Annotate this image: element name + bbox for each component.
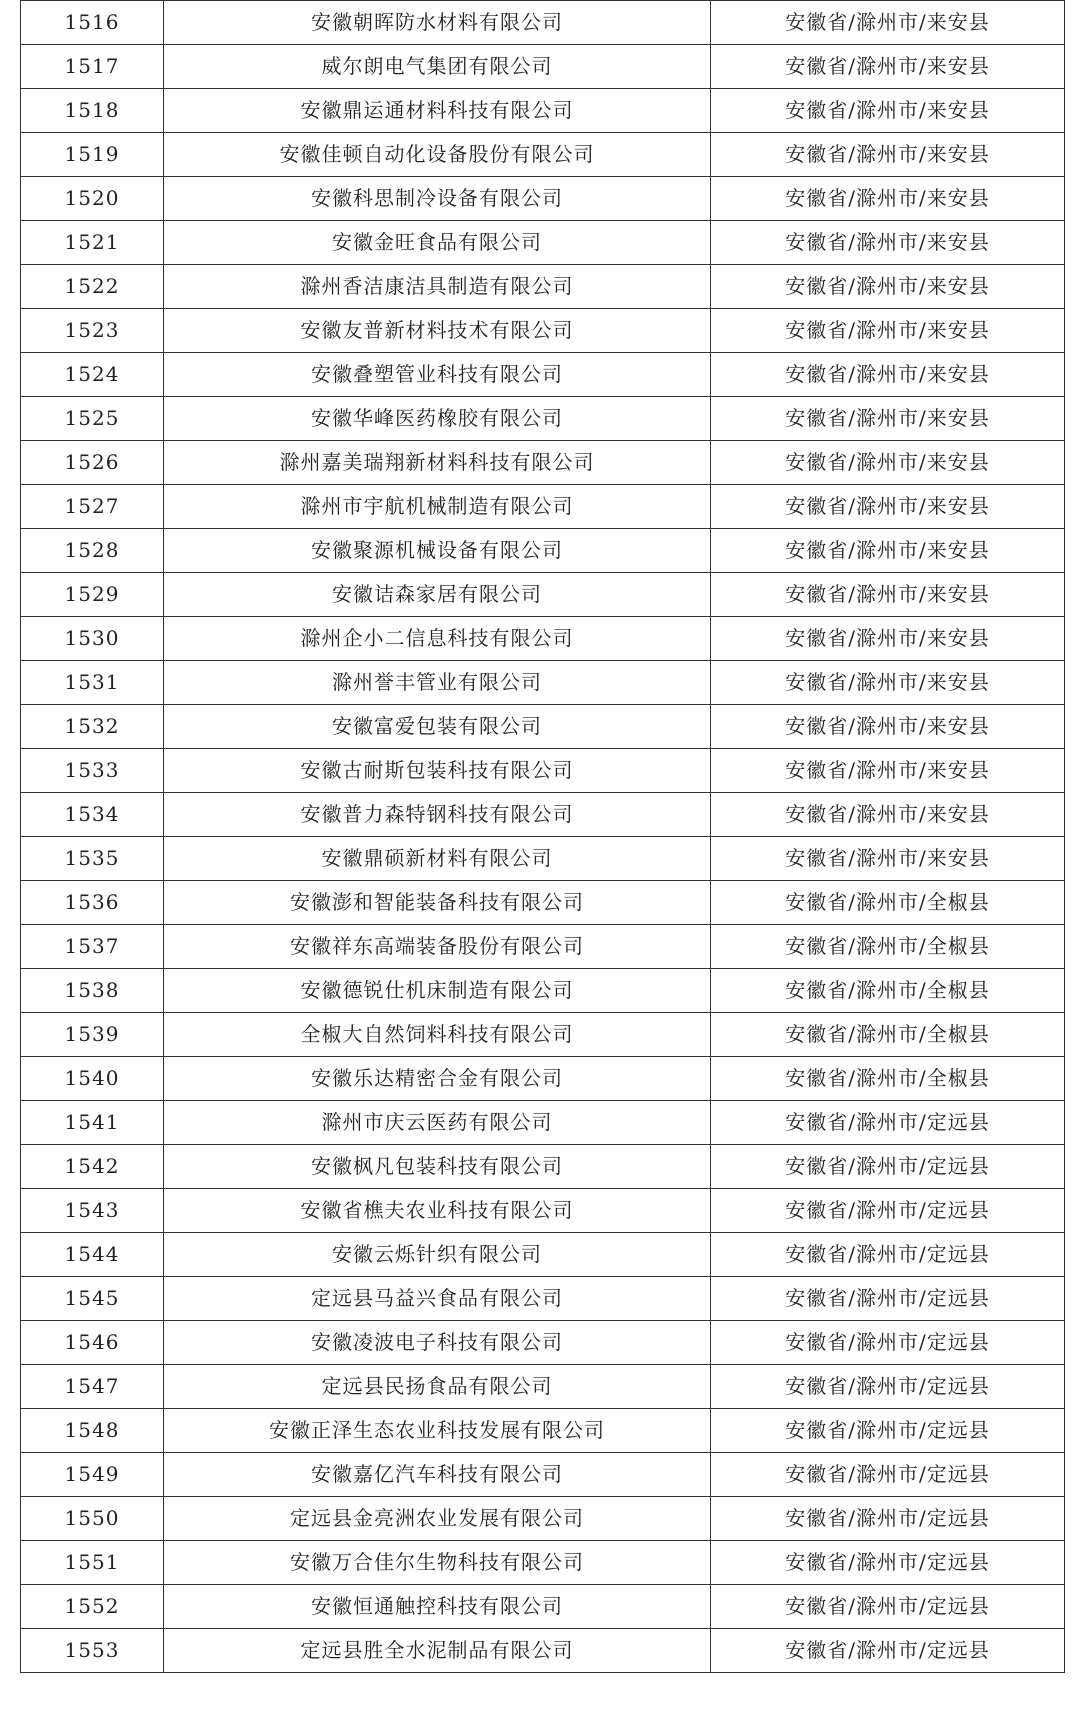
company-list-table [20, 0, 1065, 1673]
company-name-cell: 安徽祥东高端装备股份有限公司 [164, 925, 711, 969]
row-number-cell: 1524 [21, 353, 164, 397]
table-row [21, 1145, 1065, 1189]
region-cell: 安徽省/滁州市/定远县 [711, 1365, 1065, 1409]
table-row [21, 133, 1065, 177]
company-name-cell: 定远县民扬食品有限公司 [164, 1365, 711, 1409]
table-row [21, 529, 1065, 573]
row-number-cell: 1538 [21, 969, 164, 1013]
table-row [21, 837, 1065, 881]
row-number-cell: 1553 [21, 1629, 164, 1673]
region-cell: 安徽省/滁州市/来安县 [711, 309, 1065, 353]
region-cell: 安徽省/滁州市/定远县 [711, 1145, 1065, 1189]
company-name-cell: 安徽佳顿自动化设备股份有限公司 [164, 133, 711, 177]
region-cell: 安徽省/滁州市/来安县 [711, 133, 1065, 177]
table-body [21, 1, 1065, 1673]
row-number-cell: 1537 [21, 925, 164, 969]
region-cell: 安徽省/滁州市/来安县 [711, 441, 1065, 485]
table-row [21, 1365, 1065, 1409]
row-number-cell: 1551 [21, 1541, 164, 1585]
row-number-cell: 1516 [21, 1, 164, 45]
region-cell: 安徽省/滁州市/来安县 [711, 221, 1065, 265]
region-cell: 安徽省/滁州市/来安县 [711, 45, 1065, 89]
region-cell: 安徽省/滁州市/来安县 [711, 529, 1065, 573]
row-number-cell: 1542 [21, 1145, 164, 1189]
table-row [21, 1541, 1065, 1585]
table-row [21, 265, 1065, 309]
row-number-cell: 1550 [21, 1497, 164, 1541]
row-number-cell: 1536 [21, 881, 164, 925]
row-number-cell: 1523 [21, 309, 164, 353]
company-name-cell: 安徽万合佳尔生物科技有限公司 [164, 1541, 711, 1585]
table-row [21, 573, 1065, 617]
row-number-cell: 1546 [21, 1321, 164, 1365]
row-number-cell: 1527 [21, 485, 164, 529]
row-number-cell: 1539 [21, 1013, 164, 1057]
table-row [21, 1585, 1065, 1629]
region-cell: 安徽省/滁州市/定远县 [711, 1189, 1065, 1233]
region-cell: 安徽省/滁州市/来安县 [711, 661, 1065, 705]
table-row [21, 661, 1065, 705]
company-name-cell: 安徽正泽生态农业科技发展有限公司 [164, 1409, 711, 1453]
table-row [21, 1189, 1065, 1233]
table-row [21, 617, 1065, 661]
company-name-cell: 滁州誉丰管业有限公司 [164, 661, 711, 705]
region-cell: 安徽省/滁州市/定远县 [711, 1277, 1065, 1321]
region-cell: 安徽省/滁州市/定远县 [711, 1101, 1065, 1145]
company-name-cell: 安徽鼎硕新材料有限公司 [164, 837, 711, 881]
table-row [21, 1629, 1065, 1673]
table-row [21, 925, 1065, 969]
region-cell: 安徽省/滁州市/来安县 [711, 617, 1065, 661]
row-number-cell: 1519 [21, 133, 164, 177]
company-name-cell: 安徽乐达精密合金有限公司 [164, 1057, 711, 1101]
table-row [21, 89, 1065, 133]
row-number-cell: 1529 [21, 573, 164, 617]
row-number-cell: 1543 [21, 1189, 164, 1233]
row-number-cell: 1530 [21, 617, 164, 661]
company-name-cell: 安徽普力森特钢科技有限公司 [164, 793, 711, 837]
table-row [21, 1321, 1065, 1365]
row-number-cell: 1525 [21, 397, 164, 441]
region-cell: 安徽省/滁州市/全椒县 [711, 1013, 1065, 1057]
row-number-cell: 1544 [21, 1233, 164, 1277]
row-number-cell: 1548 [21, 1409, 164, 1453]
table-row [21, 881, 1065, 925]
region-cell: 安徽省/滁州市/来安县 [711, 749, 1065, 793]
company-name-cell: 定远县金亮洲农业发展有限公司 [164, 1497, 711, 1541]
company-name-cell: 安徽友普新材料技术有限公司 [164, 309, 711, 353]
row-number-cell: 1520 [21, 177, 164, 221]
region-cell: 安徽省/滁州市/定远县 [711, 1629, 1065, 1673]
region-cell: 安徽省/滁州市/来安县 [711, 89, 1065, 133]
table-row [21, 705, 1065, 749]
row-number-cell: 1533 [21, 749, 164, 793]
region-cell: 安徽省/滁州市/定远县 [711, 1497, 1065, 1541]
region-cell: 安徽省/滁州市/来安县 [711, 1, 1065, 45]
company-name-cell: 滁州香洁康洁具制造有限公司 [164, 265, 711, 309]
region-cell: 安徽省/滁州市/来安县 [711, 837, 1065, 881]
region-cell: 安徽省/滁州市/来安县 [711, 265, 1065, 309]
row-number-cell: 1552 [21, 1585, 164, 1629]
table-row [21, 1013, 1065, 1057]
company-name-cell: 安徽凌波电子科技有限公司 [164, 1321, 711, 1365]
table-row [21, 1409, 1065, 1453]
table-row [21, 1, 1065, 45]
company-name-cell: 安徽诘森家居有限公司 [164, 573, 711, 617]
company-name-cell: 全椒大自然饲料科技有限公司 [164, 1013, 711, 1057]
row-number-cell: 1521 [21, 221, 164, 265]
table-row [21, 441, 1065, 485]
table-row [21, 1101, 1065, 1145]
company-name-cell: 安徽古耐斯包装科技有限公司 [164, 749, 711, 793]
company-name-cell: 安徽聚源机械设备有限公司 [164, 529, 711, 573]
region-cell: 安徽省/滁州市/定远县 [711, 1453, 1065, 1497]
table-row [21, 1277, 1065, 1321]
row-number-cell: 1531 [21, 661, 164, 705]
company-name-cell: 安徽嘉亿汽车科技有限公司 [164, 1453, 711, 1497]
company-name-cell: 安徽富爱包装有限公司 [164, 705, 711, 749]
row-number-cell: 1541 [21, 1101, 164, 1145]
table-row [21, 397, 1065, 441]
region-cell: 安徽省/滁州市/来安县 [711, 353, 1065, 397]
company-name-cell: 安徽云烁针织有限公司 [164, 1233, 711, 1277]
table-row [21, 1233, 1065, 1277]
row-number-cell: 1532 [21, 705, 164, 749]
company-name-cell: 安徽枫凡包装科技有限公司 [164, 1145, 711, 1189]
table-row [21, 177, 1065, 221]
region-cell: 安徽省/滁州市/来安县 [711, 485, 1065, 529]
region-cell: 安徽省/滁州市/来安县 [711, 793, 1065, 837]
table-row [21, 485, 1065, 529]
region-cell: 安徽省/滁州市/来安县 [711, 705, 1065, 749]
table-row [21, 749, 1065, 793]
company-name-cell: 安徽德锐仕机床制造有限公司 [164, 969, 711, 1013]
company-name-cell: 安徽叠塑管业科技有限公司 [164, 353, 711, 397]
company-name-cell: 安徽省樵夫农业科技有限公司 [164, 1189, 711, 1233]
company-name-cell: 定远县胜全水泥制品有限公司 [164, 1629, 711, 1673]
company-name-cell: 滁州市庆云医药有限公司 [164, 1101, 711, 1145]
region-cell: 安徽省/滁州市/全椒县 [711, 925, 1065, 969]
region-cell: 安徽省/滁州市/定远县 [711, 1409, 1065, 1453]
table-row [21, 1453, 1065, 1497]
region-cell: 安徽省/滁州市/全椒县 [711, 1057, 1065, 1101]
table-row [21, 1497, 1065, 1541]
company-name-cell: 定远县马益兴食品有限公司 [164, 1277, 711, 1321]
company-name-cell: 安徽华峰医药橡胶有限公司 [164, 397, 711, 441]
region-cell: 安徽省/滁州市/定远县 [711, 1321, 1065, 1365]
company-name-cell: 安徽金旺食品有限公司 [164, 221, 711, 265]
table-row [21, 1057, 1065, 1101]
company-name-cell: 滁州嘉美瑞翔新材料科技有限公司 [164, 441, 711, 485]
region-cell: 安徽省/滁州市/定远县 [711, 1541, 1065, 1585]
table-row [21, 969, 1065, 1013]
row-number-cell: 1545 [21, 1277, 164, 1321]
row-number-cell: 1522 [21, 265, 164, 309]
company-name-cell: 威尔朗电气集团有限公司 [164, 45, 711, 89]
row-number-cell: 1535 [21, 837, 164, 881]
row-number-cell: 1549 [21, 1453, 164, 1497]
company-name-cell: 安徽恒通触控科技有限公司 [164, 1585, 711, 1629]
row-number-cell: 1547 [21, 1365, 164, 1409]
region-cell: 安徽省/滁州市/全椒县 [711, 881, 1065, 925]
region-cell: 安徽省/滁州市/来安县 [711, 397, 1065, 441]
region-cell: 安徽省/滁州市/定远县 [711, 1585, 1065, 1629]
company-name-cell: 滁州市宇航机械制造有限公司 [164, 485, 711, 529]
table-row [21, 221, 1065, 265]
row-number-cell: 1528 [21, 529, 164, 573]
region-cell: 安徽省/滁州市/定远县 [711, 1233, 1065, 1277]
company-name-cell: 安徽澎和智能装备科技有限公司 [164, 881, 711, 925]
row-number-cell: 1517 [21, 45, 164, 89]
region-cell: 安徽省/滁州市/来安县 [711, 177, 1065, 221]
region-cell: 安徽省/滁州市/全椒县 [711, 969, 1065, 1013]
company-name-cell: 安徽鼎运通材料科技有限公司 [164, 89, 711, 133]
row-number-cell: 1518 [21, 89, 164, 133]
region-cell: 安徽省/滁州市/来安县 [711, 573, 1065, 617]
table-row [21, 353, 1065, 397]
table-row [21, 309, 1065, 353]
table-row [21, 45, 1065, 89]
company-name-cell: 滁州企小二信息科技有限公司 [164, 617, 711, 661]
row-number-cell: 1526 [21, 441, 164, 485]
row-number-cell: 1540 [21, 1057, 164, 1101]
company-name-cell: 安徽科思制冷设备有限公司 [164, 177, 711, 221]
table-row [21, 793, 1065, 837]
company-name-cell: 安徽朝晖防水材料有限公司 [164, 1, 711, 45]
row-number-cell: 1534 [21, 793, 164, 837]
